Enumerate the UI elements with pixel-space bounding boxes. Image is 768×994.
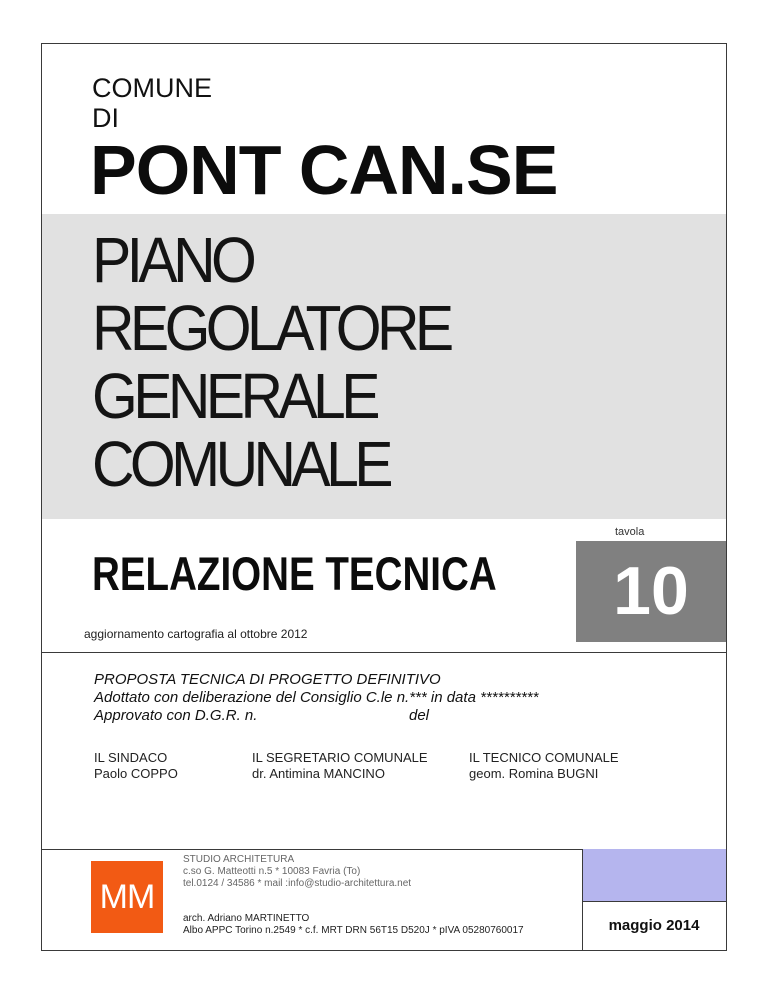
- signatory-name-segretario: dr. Antimina MANCINO: [252, 766, 385, 781]
- studio-address: c.so G. Matteotti n.5 * 10083 Favria (To): [183, 866, 361, 877]
- approval-line-3-left: Approvato con D.G.R. n.: [94, 707, 258, 724]
- document-frame: [41, 43, 727, 951]
- comune-label: COMUNE: [92, 73, 212, 103]
- architect-name: arch. Adriano MARTINETTO: [183, 913, 310, 924]
- divider-top: [42, 652, 726, 653]
- approval-line-3-right: del: [409, 707, 430, 724]
- document-title: RELAZIONE TECNICA: [92, 547, 497, 600]
- document-date: maggio 2014: [608, 917, 700, 934]
- studio-contacts: tel.0124 / 34586 * mail :info@studio-architettura.net: [183, 878, 412, 889]
- architect-registration: Albo APPC Torino n.2549 * c.f. MRT DRN 56T15 D520J * pIVA 05280760017: [183, 925, 524, 936]
- signatory-role-sindaco: IL SINDACO: [94, 750, 168, 765]
- di-label: DI: [92, 103, 119, 133]
- signatory-name-sindaco: Paolo COPPO: [94, 766, 178, 781]
- plan-title-line-1: PIANO: [92, 224, 253, 296]
- signatory-role-segretario: IL SEGRETARIO COMUNALE: [252, 750, 428, 765]
- studio-name: STUDIO ARCHITETURA: [183, 854, 295, 865]
- signatory-role-tecnico: IL TECNICO COMUNALE: [469, 750, 619, 765]
- approval-line-1: PROPOSTA TECNICA DI PROGETTO DEFINITIVO: [94, 671, 441, 688]
- plan-title-line-3: GENERALE: [92, 360, 376, 432]
- tavola-number: 10: [613, 553, 689, 629]
- studio-logo-text: MM: [99, 878, 155, 916]
- signatory-name-tecnico: geom. Romina BUGNI: [469, 766, 599, 781]
- approval-line-2: Adottato con deliberazione del Consiglio C.le n.*** in data **********: [94, 689, 539, 706]
- plan-title-line-4: COMUNALE: [92, 428, 389, 500]
- update-note: aggiornamento cartografia al ottobre 2012: [84, 627, 308, 641]
- plan-title-line-2: REGOLATORE: [92, 292, 450, 364]
- town-name: PONT CAN.SE: [90, 131, 558, 209]
- tavola-label: tavola: [615, 526, 645, 538]
- accent-box: [582, 849, 726, 901]
